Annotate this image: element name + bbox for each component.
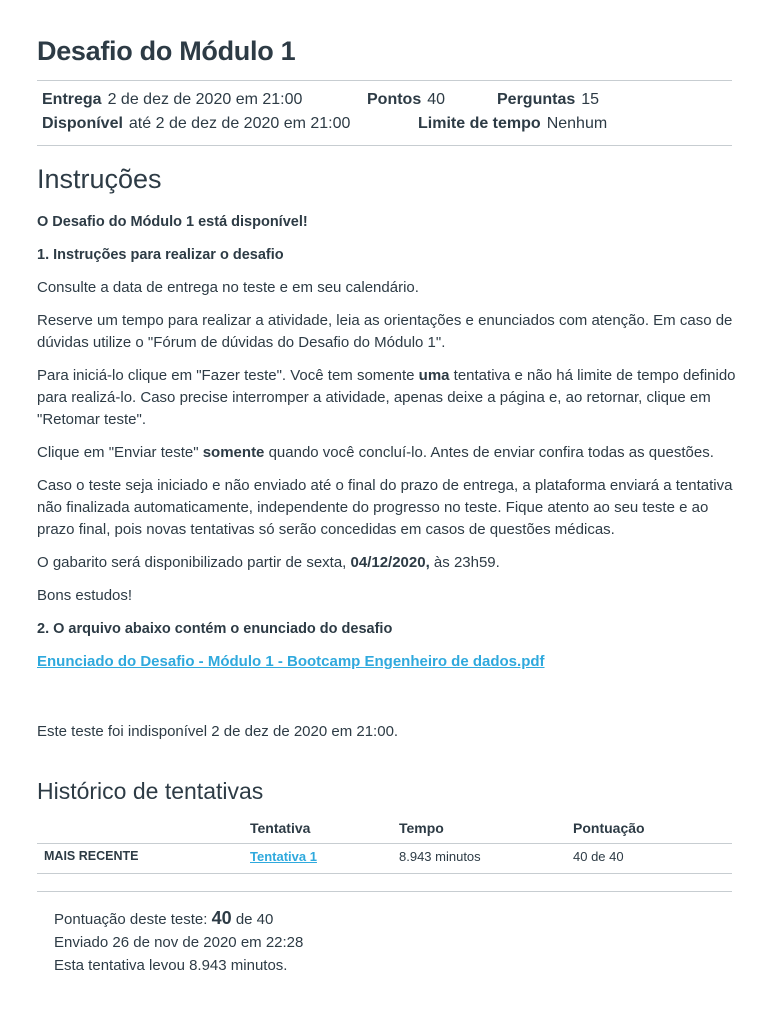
meta-entrega [42, 90, 302, 110]
meta-pontos [367, 90, 445, 110]
emphasis: 04/12/2020, [350, 554, 430, 571]
text: Clique em "Enviar teste" [37, 444, 203, 461]
paragraph: Bons estudos! [37, 587, 133, 604]
file-link-row [37, 651, 737, 673]
row-label: MAIS RECENTE [44, 849, 139, 863]
col-header-time: Tempo [399, 820, 444, 836]
score-total: de 40 [235, 911, 274, 928]
perguntas-value: 15 [581, 91, 600, 108]
disponivel-value: até 2 de dez de 2020 em 21:00 [128, 115, 351, 132]
entrega-label: Entrega [42, 91, 102, 108]
pontos-label: Pontos [367, 91, 422, 108]
paragraph: Caso o teste seja iniciado e não enviado até o final do prazo de entrega, a plataforma enviará a tentativa não finalizada automaticamente, independente do progresso no teste. Fique atento ao seu teste e ao prazo final, pois novas tentativas só serão concedidas em casos de questões médicas. [37, 477, 733, 538]
score-label: Pontuação deste teste: [54, 911, 208, 928]
section-1-heading: 1. Instruções para realizar o desafio [37, 247, 284, 263]
attempt-summary [54, 907, 303, 977]
divider [37, 80, 732, 81]
paragraph: Reserve um tempo para realizar a atividade, leia as orientações e enunciados com atenção. Em caso de dúvidas utilize o "Fórum de dúvidas do Desafio do Módulo 1". [37, 312, 733, 351]
attempt-cell [250, 849, 317, 864]
emphasis: uma [418, 367, 450, 384]
disponivel-label: Disponível [42, 115, 123, 132]
entrega-value: 2 de dez de 2020 em 21:00 [107, 91, 303, 108]
section-2-heading: 2. O arquivo abaixo contém o enunciado do desafio [37, 621, 393, 637]
text: às 23h59. [429, 554, 500, 571]
file-link[interactable]: Enunciado do Desafio - Módulo 1 - Bootcamp Engenheiro de dados.pdf [37, 653, 545, 670]
limite-value: Nenhum [546, 115, 608, 132]
text: Para iniciá-lo clique em "Fazer teste". Você tem somente [37, 367, 419, 384]
limite-label: Limite de tempo [418, 115, 541, 132]
text: O gabarito será disponibilizado partir de sexta, [37, 554, 351, 571]
sent-line: Enviado 26 de nov de 2020 em 22:28 [54, 934, 304, 951]
text: quando você concluí-lo. Antes de enviar confira todas as questões. [264, 444, 714, 461]
time-cell: 8.943 minutos [399, 849, 481, 864]
col-header-attempt: Tentativa [250, 820, 311, 836]
unavailable-notice: Este teste foi indisponível 2 de dez de 2020 em 21:00. [37, 723, 399, 740]
attempt-link[interactable]: Tentativa 1 [250, 849, 317, 864]
col-header-score: Pontuação [573, 820, 645, 836]
score-line [54, 907, 303, 931]
page-title: Desafio do Módulo 1 [37, 36, 296, 66]
perguntas-label: Perguntas [497, 91, 576, 108]
score-cell: 40 de 40 [573, 849, 624, 864]
paragraph [37, 365, 737, 431]
instructions-heading: Instruções [37, 164, 162, 194]
meta-perguntas [497, 90, 599, 110]
duration-line: Esta tentativa levou 8.943 minutos. [54, 957, 288, 974]
history-heading: Histórico de tentativas [37, 778, 264, 804]
pontos-value: 40 [427, 91, 446, 108]
instructions-body [37, 211, 737, 684]
paragraph [37, 442, 737, 464]
meta-limite [418, 114, 607, 134]
text: tentativa e não há limite de tempo definido para realizá-lo. Caso precise interromper a atividade, apenas deixe a página e, ao retornar, clique em "Retomar teste". [37, 367, 736, 428]
paragraph [37, 552, 737, 574]
emphasis: somente [202, 444, 265, 461]
score-value: 40 [211, 908, 232, 928]
paragraph: Consulte a data de entrega no teste e em seu calendário. [37, 279, 419, 296]
divider [37, 891, 732, 892]
divider [37, 145, 732, 146]
intro-text: O Desafio do Módulo 1 está disponível! [37, 214, 308, 230]
meta-disponivel [42, 114, 350, 134]
table-divider [37, 843, 732, 844]
table-divider [37, 873, 732, 874]
